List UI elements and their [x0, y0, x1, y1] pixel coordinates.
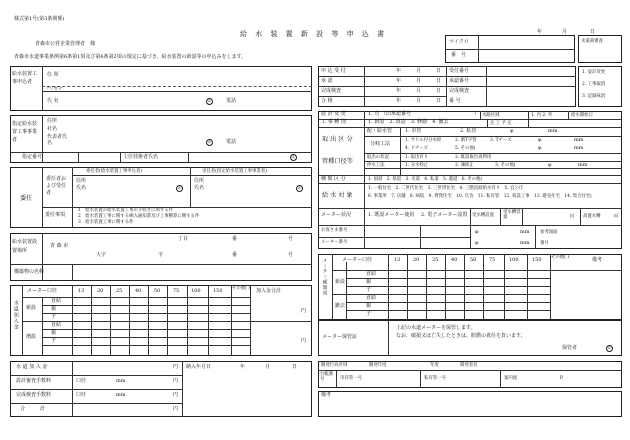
meter-phi: φ	[475, 240, 479, 246]
caliber-20: 20	[97, 288, 104, 294]
pass-month: 月	[416, 98, 422, 104]
approval-label: 承 認	[321, 78, 333, 84]
developer-name-label: 開発者名	[460, 363, 478, 368]
road-type-options: 1. 国道 2. 県道 3. 市道 4. 私道 5. 農道 6. その他(	[368, 177, 483, 182]
branch-method-label: 分岐工法	[370, 141, 391, 147]
meter-type-vertical-label: メーター種類別	[322, 258, 328, 296]
contractor-phone-label: 電話	[226, 139, 237, 145]
meter-side-remove: 撤去	[335, 303, 346, 309]
water-division-options: 1. 内 2. 外	[531, 113, 553, 118]
location-city: 青 森 市	[50, 243, 69, 249]
design-fee-label: 設計審査手数料	[16, 378, 52, 384]
form-number: 様式第1号(第3条関係)	[14, 16, 65, 22]
contractor-company-label: 社名	[47, 126, 58, 132]
increase-yen: 円	[301, 338, 307, 344]
ref-map-label: 参考図面	[540, 230, 558, 235]
supply-target-row-1: 1. 一般住宅 2. 二世代住宅 3. 三世帯住宅 4. 三階直結給水有り 5. 官公庁	[368, 186, 524, 191]
joining-fee-label: 水 道 加 入 金	[16, 364, 48, 370]
new-yen: 円	[301, 308, 307, 314]
design-mm: mm	[116, 378, 126, 384]
supply-target-row-2: 6. 事業所 7. 店舗 8. 病院 9. 貸貸住宅 10. 官舎 11. 私有管 12. 仮設工事 13. 建売住宅 14. 集合住宅(	[368, 194, 593, 199]
receipt-number-label: 受付番号	[449, 68, 470, 74]
caliber-other: その他( )	[232, 286, 250, 291]
applicant-section-label: 給水装置工事申込者	[12, 71, 38, 85]
new-direct: 直結	[51, 298, 62, 304]
meter-side-20: 20	[413, 257, 420, 263]
private-pipe-label: 私有管一号	[424, 376, 446, 381]
customer-phi: φ	[475, 229, 479, 235]
completion-number-suffix: 番 号	[449, 98, 461, 104]
form-title: 給 水 装 置 新 設 等 申 込 書	[240, 30, 388, 38]
custody-text-2: なお、破損又は亡失したときは、賠償の責任を負います。	[396, 333, 526, 339]
date-day: 日	[590, 29, 596, 35]
pipe-mm: mm	[548, 128, 558, 134]
stop-method-2: 2. 凍結止	[455, 163, 474, 168]
location-aza: 字	[158, 252, 164, 258]
branch-method-4: 4. ドチーズ	[405, 146, 428, 151]
delegatee-header: 受任者(指定給水装置工事事業者)	[202, 169, 267, 174]
pipe-type-label: 配・給水管	[367, 128, 393, 134]
delegation-label: 委任	[20, 195, 33, 202]
delegator-address-label: 住所	[76, 178, 87, 184]
approval-number-label: 承認番号	[449, 78, 470, 84]
design-fee-yen: 円	[173, 378, 179, 384]
number-label: 番 号	[451, 52, 467, 58]
meter-side-remove-direct: 直結	[366, 295, 377, 301]
meter-state-2: 2. 電子メーター設置	[421, 212, 468, 218]
intake-status-1: 1. 取出有り	[405, 155, 429, 160]
joining-total-label: 加入金合計	[256, 288, 282, 294]
location-chome: 丁目	[178, 236, 189, 242]
delegation-matter-1: 1 給水装置の給水装置工事の手続きに関する件	[78, 208, 173, 213]
inspection-mm: mm	[116, 392, 126, 398]
caliber-25: 25	[116, 288, 123, 294]
supply-start-label: 給水開始日	[571, 113, 593, 118]
meter-side-new-parent: 親	[366, 279, 372, 285]
branch-phi: φ	[538, 137, 542, 143]
received-month: 月	[416, 68, 422, 74]
water-review-label: 水道部審査	[581, 39, 603, 44]
contractor-seal: 印	[207, 140, 212, 145]
stop-method-label: 停水工法	[367, 163, 385, 168]
delegatee-name-label: 氏名	[194, 185, 205, 191]
completion-scheduled-label: 完 工 予 定	[490, 121, 512, 126]
new-row-group: 新設	[26, 305, 37, 311]
completion-number-label: 完成検査	[449, 88, 470, 94]
contractor-representative-label: 代表者氏名	[47, 134, 68, 146]
location-ban-2: 番	[232, 252, 238, 258]
intake-label: 取 出 区 分	[322, 136, 353, 143]
delegator-name-label: 氏名	[76, 185, 87, 191]
stop-mm: mm	[578, 162, 588, 168]
inspection-fee-yen: 円	[173, 392, 179, 398]
guide-map-page: P.	[560, 376, 564, 381]
location-label: 給水装置設置場所	[12, 239, 38, 254]
side-option-design-change: 1. 設計変更	[582, 70, 606, 75]
new-child: 子	[51, 314, 57, 320]
branch-mm-2: mm	[574, 145, 584, 151]
fees-total-label: 合 計	[20, 406, 46, 412]
meter-side-remove-child: 子	[366, 311, 372, 317]
approval-year: 年	[396, 78, 402, 84]
meter-state-label: メーター状況	[321, 212, 352, 218]
meter-caliber-label: メーター口径	[27, 288, 58, 294]
guide-map-label: 案内図	[504, 376, 518, 381]
meter-state-1: 1. 既設メーター使用	[368, 212, 415, 218]
elevated-tank-unit: ㎥	[614, 214, 619, 219]
micro-label: マイクロ	[449, 39, 469, 45]
meter-side-100: 100	[509, 257, 519, 263]
approval-month: 月	[416, 78, 422, 84]
meter-number-label: メーター番号	[321, 240, 348, 245]
pass-label: 合 格	[321, 98, 333, 104]
development-area-label: 開発行為区域	[321, 363, 348, 368]
branch-phi-2: φ	[538, 145, 542, 151]
development-year-unit: 年度	[430, 363, 439, 368]
approval-day: 日	[436, 78, 442, 84]
location-ban: 番	[232, 236, 238, 242]
meter-side-13: 13	[394, 257, 401, 263]
addressee: 青森市公営企業管理者 様	[35, 41, 96, 47]
stop-method-3: 3. その他(	[495, 163, 516, 168]
pass-day: 日	[436, 98, 442, 104]
design-change-label: 設 計 変 更	[321, 111, 346, 117]
applicant-furigana-label: フリガナ	[45, 87, 63, 92]
branch-method-2: 2. 割T字管	[455, 138, 477, 143]
contractor-section-label: 指定給水装置工事事業者	[12, 121, 38, 143]
date-month: 月	[562, 29, 568, 35]
branch-mm: mm	[574, 137, 584, 143]
delegatee-seal: 印	[297, 186, 302, 191]
branch-method-1: 1. サドル付分水栓	[405, 138, 442, 143]
delegator-header: 委任者(給水装置工事申込者)	[86, 169, 143, 174]
intro-text: 青森市水道事業条例第6条第1項及び第6条第2項の規定に基づき、給水装置の新設等の申込みをします。	[14, 54, 247, 60]
meter-side-150: 150	[532, 257, 542, 263]
applicant-address-label: 住 所	[47, 72, 59, 78]
increase-direct: 直結	[51, 322, 62, 328]
customer-mm: mm	[520, 229, 530, 235]
customer-number-label: お客さま番号	[321, 228, 348, 233]
ref-map-number: 番号	[540, 241, 549, 246]
tank-volume-label: 受水槽容量	[503, 210, 521, 221]
pipe-status-label: 管種口径等	[322, 158, 353, 165]
meter-side-new-direct: 直結	[366, 271, 377, 277]
meter-side-25: 25	[432, 257, 439, 263]
custody-seal: 印	[607, 346, 612, 351]
delegation-matter-3: 3 給水装置工事に関する件	[78, 220, 134, 225]
paid-day: 日	[292, 364, 298, 370]
inspection-count-label: 口径	[76, 392, 87, 398]
completion-year: 年	[396, 88, 402, 94]
pipe-phi: φ	[510, 128, 514, 134]
chief-engineer-label: 主任技術者氏名	[123, 154, 159, 160]
completion-day: 日	[436, 88, 442, 94]
inspection-fee-label: 完成検査手数料	[16, 392, 52, 398]
design-change-close: ）	[474, 111, 480, 117]
meter-side-other: その他( )	[551, 255, 569, 260]
location-go: 号	[288, 236, 294, 242]
city-pipe-label: 市有管一号	[340, 376, 362, 381]
applicant-name-label: 氏 名	[47, 98, 59, 104]
completion-month: 月	[416, 88, 422, 94]
remarks-box	[318, 391, 622, 417]
caliber-75: 75	[173, 288, 180, 294]
joining-fee-vertical-label: 水道加入金	[12, 300, 19, 330]
increase-child: 子	[51, 338, 57, 344]
joining-fee-yen: 円	[173, 364, 179, 370]
paid-month: 月	[265, 364, 271, 370]
meter-mm: mm	[520, 240, 530, 246]
chief-engineer-seal: 印	[291, 155, 296, 160]
development-year-label: 開発年度	[369, 363, 387, 368]
caliber-100: 100	[191, 288, 201, 294]
meter-side-75: 75	[489, 257, 496, 263]
applicant-phone-label: 電話	[226, 98, 237, 104]
delegation-matters-label: 委任事項	[45, 212, 66, 218]
design-change-options: 1. 有 （旧承認番号	[368, 111, 411, 117]
delegator-seal: 印	[177, 186, 182, 191]
location-go-2: 号	[288, 252, 294, 258]
work-type-label: 工 事 種 別	[321, 119, 346, 125]
design-count-label: 口径	[76, 378, 87, 384]
supply-target-label: 給 水 対 象	[322, 192, 353, 199]
branch-method-5: 5. その他(	[455, 146, 476, 151]
stop-phi: φ	[548, 162, 552, 168]
applicant-seal: 印	[207, 99, 212, 104]
fees-total-yen: 円	[173, 406, 179, 412]
date-year: 年	[537, 29, 543, 35]
road-type-label: 種 類 区 分	[321, 176, 346, 182]
stop-method-1: 1. 分水栓止	[405, 163, 429, 168]
paid-date-label: 納入年月日	[186, 364, 212, 370]
new-parent: 親	[51, 306, 57, 312]
caliber-13: 13	[78, 288, 85, 294]
location-oaza: 大字	[96, 252, 107, 258]
increase-parent: 親	[51, 330, 57, 336]
meter-side-remove-parent: 親	[366, 303, 372, 309]
caliber-150: 150	[213, 288, 223, 294]
received-year: 年	[396, 68, 402, 74]
elevated-tank-label: 高置水槽	[583, 214, 601, 219]
delegation-matter-2: 2 給水装置工事に関する納入通知書及び工事精算に関する件	[78, 214, 200, 219]
meter-side-40: 40	[451, 257, 458, 263]
meter-side-caliber-label: メーター口径	[342, 257, 373, 263]
remarks-label: 備考	[321, 392, 332, 398]
water-division-label: 水路区域	[482, 113, 500, 118]
custody-keeper-label: 保管者	[562, 345, 578, 351]
branch-method-3: 3. Tチーズ	[490, 138, 512, 143]
received-day: 日	[436, 68, 442, 74]
increase-row-group: 増設	[26, 334, 37, 340]
meter-side-50: 50	[470, 257, 477, 263]
delegatee-address-label: 住所	[194, 178, 205, 184]
meter-custody-label: メーター保管証	[322, 334, 358, 340]
ledger-number-label: 台帳番号	[320, 372, 334, 383]
designation-number-label: 指定番号	[22, 154, 43, 160]
side-option-delete: 3. 記録抹消	[582, 94, 606, 99]
caliber-40: 40	[135, 288, 142, 294]
tank-label: 受水槽設置	[472, 213, 494, 218]
delegator-delegatee-label: 委任者および受任者	[46, 176, 67, 196]
pipe-type-private: 2. 私管	[460, 128, 477, 134]
caliber-50: 50	[154, 288, 161, 294]
meter-side-new-child: 子	[366, 287, 372, 293]
work-type-options: 1. 新設 2. 改造 3. 修繕 4. 撤去	[368, 119, 449, 125]
intake-status-label: 取出の状況	[367, 155, 389, 160]
application-received-label: 申 込 受 付	[321, 68, 346, 74]
pass-year: 年	[396, 98, 402, 104]
meter-side-remarks: 備考	[592, 257, 603, 263]
custody-text-1: 上記の水道メーターを保管します。	[396, 325, 476, 331]
paid-year: 年	[240, 364, 246, 370]
building-name-label: 構築物の名称	[14, 269, 45, 275]
side-option-cancel: 2. 工事取消	[582, 82, 606, 87]
contractor-address-label: 住所	[47, 118, 58, 124]
completion-check-label: 完成検査	[321, 88, 342, 94]
tank-unit: ㎥	[570, 214, 575, 219]
intake-status-2: 2. 既設取出再利用	[455, 155, 492, 160]
pipe-type-city: 1. 市管	[405, 128, 422, 134]
meter-side-new: 新設	[335, 279, 346, 285]
